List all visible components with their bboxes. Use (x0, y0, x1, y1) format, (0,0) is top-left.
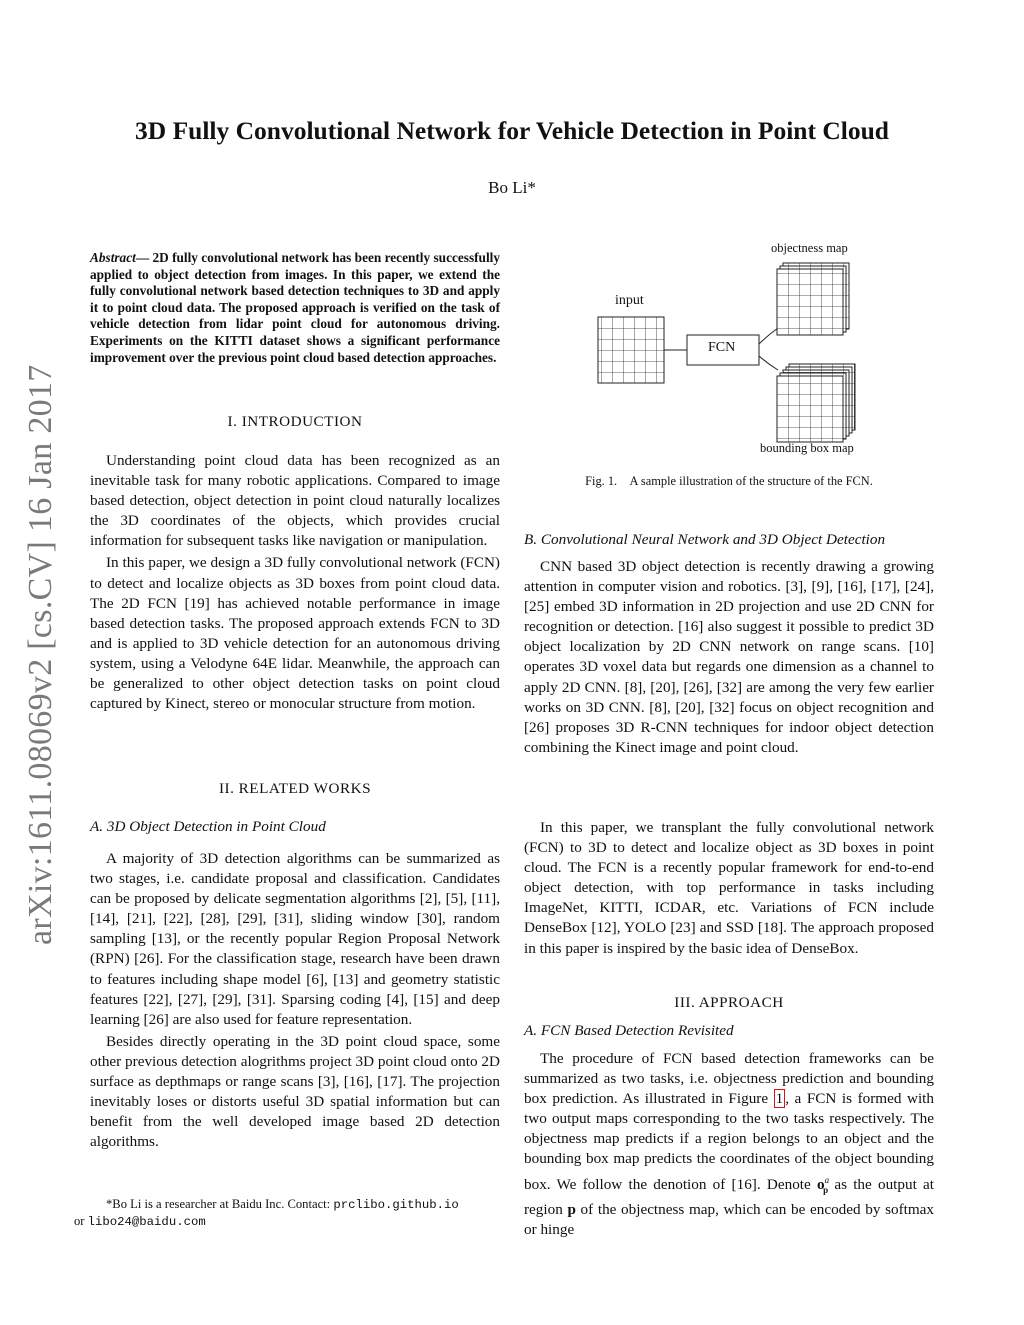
footnote (74, 1196, 502, 1230)
introduction-body (90, 451, 500, 714)
approach-text-2: , a FCN is formed with two output maps corresponding to the two tasks respectively. The objectness map predicts if a region belongs to an object and the bounding box map predicts the coordinates of the object bounding box. We follow the denotion of [16]. Denote (524, 1090, 934, 1193)
input-label: input (615, 293, 644, 308)
cnn-paragraph-2: In this paper, we transplant the fully convolutional network (FCN) to 3D to detect and localize object as 3D boxes in point cloud. The FCN is a recently popular framework for end-to-end object detection, with top performance in tasks including ImageNet, KITTI, ICDAR, etc. Variations of FCN include DenseBox [12], YOLO [23] and SSD [18]. The approach proposed in this paper is inspired by the basic idea of DenseBox. (524, 819, 934, 957)
objectness-map-label: objectness map (771, 241, 848, 255)
objectness-map-stack (777, 263, 849, 335)
arxiv-identifier: arXiv:1611.08069v2 [cs.CV] 16 Jan 2017 (22, 364, 59, 945)
cnn-paragraph-1: CNN based 3D object detection is recently drawing a growing attention in computer vision and robotics. [3], [9], [16], [17], [24], [25] embed 3D information in 2D projection and use 2D CNN for recognition or detection. [16] also suggest it possible to predict 3D object localization by 2D CNN network on range scans. [10] operates 3D voxel data but regards one dimension as a channel to apply 2D CNN. [8], [20], [26], [32] are among the very few earlier works on 3D CNN. [8], [20], [32] focus on object recognition and [26] proposes 3D R-CNN techniques for indoor object detection combining the Kinect image and point cloud. (524, 558, 934, 756)
author-name: Bo Li* (488, 178, 536, 197)
approach-text-4: of the objectness map, which can be encoded by softmax or hinge (524, 1200, 934, 1238)
related-works-body (90, 849, 500, 1152)
figure-caption (524, 474, 934, 489)
math-o-subscript: p (823, 1184, 829, 1195)
bbox-connector (759, 356, 778, 370)
intro-paragraph-2: In this paper, we design a 3D fully convolutional network (FCN) to detect and localize objects as 3D boxes from point cloud data. The 2D FCN [19] has achieved notable performance in image based detection tasks. The proposed approach extends FCN to 3D and is applied to 3D vehicle detection for an autonomous driving system, using a Velodyne 64E lidar. Meanwhile, the approach can be generalized to other object detection tasks on point cloud captured by Kinect, stereo or monocular structure from motion. (90, 554, 500, 713)
figure-1 (590, 240, 890, 462)
subsection-cnn-3d-detection: B. Convolutional Neural Network and 3D Object Detection (524, 531, 886, 548)
cnn-section-body-continued (524, 818, 934, 959)
paper-title: 3D Fully Convolutional Network for Vehicle Detection in Point Cloud (135, 116, 889, 145)
figure-1-reference-link[interactable]: 1 (775, 1090, 784, 1108)
section-heading-related-works: II. RELATED WORKS (218, 780, 372, 797)
abstract (90, 250, 500, 366)
subsection-3d-object-detection: A. 3D Object Detection in Point Cloud (90, 818, 326, 835)
abstract-text: — 2D fully convolutional network has been recently successfully applied to object detection from images. In this paper, we extend the fully convolutional network based detection techniques to 3D and apply it to point cloud data. The proposed approach is verified on the task of vehicle detection from lidar point cloud for autonomous driving. Experiments on the KITTI dataset shows a significant performance improvement over the previous point cloud based detection approaches. (90, 250, 500, 365)
fcn-label: FCN (708, 340, 736, 355)
math-p-symbol: p (567, 1200, 576, 1218)
footnote-email-link[interactable]: libo24@baidu.com (87, 1215, 206, 1229)
input-grid (598, 317, 664, 383)
intro-paragraph-1: Understanding point cloud data has been recognized as an inevitable task for many robotic applications. Compared to image based detection, object detection in point cloud naturally localizes the 3D coordinates of the objects, which provides crucial information for subsequent tasks like navigation or manipulation. (90, 452, 500, 550)
approach-paragraph-1 (524, 1049, 934, 1240)
bounding-box-map-stack (777, 364, 855, 442)
abstract-label: Abstract (90, 250, 136, 265)
approach-body (524, 1049, 934, 1240)
figure-caption-text: A sample illustration of the structure of the FCN. (629, 474, 873, 488)
footnote-text: *Bo Li is a researcher at Baidu Inc. Contact: (106, 1197, 334, 1211)
related-paragraph-2: Besides directly operating in the 3D point cloud space, some other previous detection alogrithms project 3D point cloud onto 2D surface as depthmaps or range scans [3], [16], [17]. The projection inevitably loses or distorts useful 3D spatial information but can benefit from the well developed image based 2D detection algorithms. (90, 1032, 500, 1151)
math-o-symbol (817, 1176, 828, 1193)
subsection-fcn-detection-revisited: A. FCN Based Detection Revisited (524, 1022, 734, 1039)
approach-text-1: The procedure of FCN based detection frameworks can be summarized as two tasks, i.e. objectness prediction and bounding box prediction. As illustrated in Figure (524, 1050, 934, 1108)
cnn-section-body (524, 557, 934, 758)
footnote-or: or (74, 1214, 88, 1228)
related-paragraph-1: A majority of 3D detection algorithms can be summarized as two stages, i.e. candidate proposal and classification. Candidates can be proposed by delicate segmentation algorithms [2], [5], [11], [14], [21], [22], [28], [29], [31], sliding window [30], random sampling [13], or the recently popular Region Proposal Network (RPN) [26]. For the classification stage, research have been drawn to features including shape model [6], [13] and geometry statistic features [22], [27], [29], [31]. Sparsing coding [4], [15] and deep learning [26] are also used for feature representation. (90, 850, 500, 1028)
math-o-superscript: a (824, 1174, 830, 1185)
section-heading-introduction: I. INTRODUCTION (227, 413, 363, 430)
math-o-base: o (816, 1175, 825, 1193)
bounding-box-map-label: bounding box map (760, 441, 854, 455)
objectness-connector (759, 328, 778, 344)
approach-text-3: as the output at region (524, 1175, 935, 1218)
fcn-diagram (590, 240, 890, 462)
figure-caption-number: Fig. 1. (585, 474, 618, 488)
footnote-homepage-link[interactable]: prclibo.github.io (333, 1198, 459, 1212)
section-heading-approach: III. APPROACH (674, 994, 784, 1011)
